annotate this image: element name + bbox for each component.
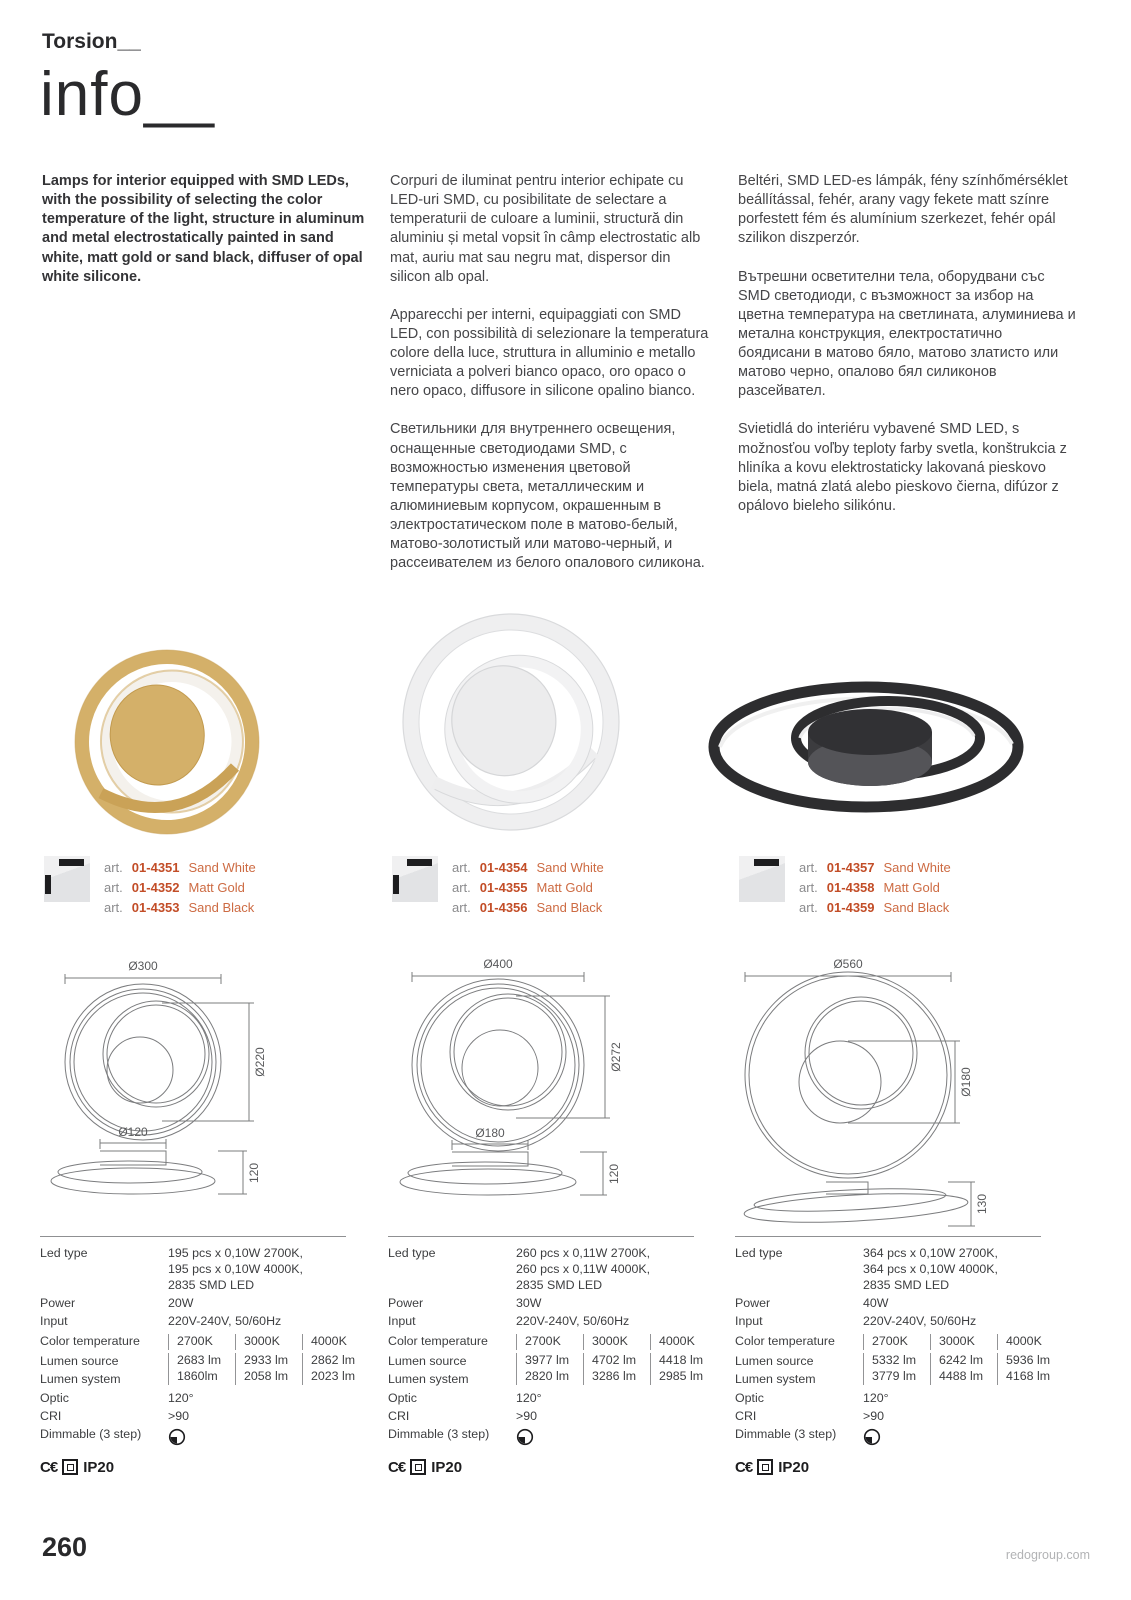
spec-label: Color temperature [735, 1334, 835, 1349]
ce-mark-icon: C€ [735, 1458, 753, 1476]
led-type-line: 2835 SMD LED [168, 1277, 255, 1292]
intro-column-1 [42, 172, 374, 306]
optic-value: 120° [863, 1391, 889, 1406]
finish-name: Sand White [883, 860, 951, 875]
color-temp: 2700K [168, 1334, 235, 1350]
art-label: art. [799, 880, 818, 895]
dim-canopy: Ø180 [475, 1126, 505, 1140]
spec-table-1 [40, 1236, 356, 1476]
variant-row [452, 858, 604, 878]
intro-hu: Beltéri, SMD LED-es lámpák, fény színhőmérséklet beállítással, fehér, arany vagy fekete matt színre porfestett fém és alumínium szerkezet, fehér opál szilikon diszperzór. [738, 173, 1068, 247]
dim-diameter: Ø560 [833, 957, 863, 971]
led-type-line: 260 pcs x 0,11W 4000K, [516, 1261, 651, 1276]
ip-rating: IP20 [778, 1458, 810, 1476]
variant-row [799, 898, 951, 918]
spec-label: Led type [40, 1246, 88, 1260]
art-label: art. [452, 860, 471, 875]
variant-row [799, 858, 951, 878]
finish-name: Matt Gold [883, 880, 940, 895]
class-2-insulation-icon [757, 1459, 773, 1475]
art-code: 01-4355 [479, 880, 528, 895]
lumen-source-label: Lumen source [40, 1354, 119, 1369]
product-photo-sand-black [698, 652, 1033, 842]
intro-sk: Svietidlá do interiéru vybavené SMD LED, s možnosťou voľby teploty farby svetla, konštrukcia z hliníka a kovu elektrostaticky lakovaná pieskovo biela, matná zlatá alebo pieskovo čierna, difúzor z opálovo bieleho silikónu. [738, 421, 1067, 514]
lumen-system: 3286 lm [592, 1369, 637, 1384]
ce-mark-icon: C€ [40, 1458, 58, 1476]
color-temp: 3000K [235, 1334, 302, 1350]
intro-column-2 [390, 172, 714, 592]
dimmable-icon [863, 1428, 881, 1451]
art-label: art. [104, 860, 123, 875]
spec-label: Power [388, 1295, 424, 1310]
lumen-cells [863, 1353, 1064, 1385]
art-code: 01-4359 [826, 900, 875, 915]
art-code: 01-4357 [826, 860, 875, 875]
power-value: 20W [168, 1295, 194, 1310]
page-number: 260 [42, 1532, 88, 1562]
spec-table-2 [388, 1236, 704, 1476]
lumen-source: 5332 lm [872, 1353, 917, 1368]
art-label: art. [104, 900, 123, 915]
lumen-system: 1860lm [177, 1369, 218, 1384]
finish-name: Matt Gold [188, 880, 245, 895]
intro-en: Lamps for interior equipped with SMD LEDs, with the possibility of selecting the color temperature of the light, structure in aluminum and metal electrostatically painted in sand white, matt gold or sand black, diffuser of opal white silicone. [42, 173, 365, 285]
art-code: 01-4354 [479, 860, 528, 875]
dim-canopy: Ø120 [118, 1125, 148, 1139]
spec-label: Dimmable (3 step) [40, 1426, 142, 1441]
lumen-system: 2985 lm [659, 1369, 704, 1384]
art-code: 01-4356 [479, 900, 528, 915]
dimension-drawing-1 [40, 950, 340, 1212]
lumen-cell [930, 1353, 997, 1385]
lumen-cell [516, 1353, 583, 1385]
spec-label: Led type [388, 1246, 436, 1260]
spec-label [40, 1353, 168, 1389]
spec-label: Power [735, 1295, 771, 1310]
dim-inner: Ø180 [959, 1067, 973, 1097]
ce-mark-icon: C€ [388, 1458, 406, 1476]
ceiling-mount-icon [739, 856, 785, 902]
cri-value: >90 [516, 1409, 538, 1424]
certifications [388, 1459, 694, 1476]
intro-ro: Corpuri de iluminat pentru interior echipate cu LED-uri SMD, cu posibilitate de selectare a temperaturii de culoare a luminii, structură din aluminiu și metal vopsit în câmp electrostatic alb mat, auriu mat sau negru mat, dispersor din silicon alb opal. [390, 173, 701, 285]
dimension-drawing-3 [728, 950, 1068, 1235]
page-title: info__ [40, 60, 215, 129]
lumen-system: 4488 lm [939, 1369, 984, 1384]
spec-label: Led type [735, 1246, 783, 1260]
dimension-drawing-2 [388, 950, 698, 1212]
dim-diameter: Ø300 [128, 959, 158, 973]
art-label: art. [104, 880, 123, 895]
lumen-cell [650, 1353, 717, 1385]
lumen-system-label: Lumen system [388, 1372, 469, 1387]
led-type-line: 260 pcs x 0,11W 2700K, [516, 1246, 651, 1260]
art-block-2 [392, 856, 604, 918]
spec-label: Optic [40, 1391, 69, 1406]
finish-name: Matt Gold [536, 880, 593, 895]
lumen-cells [516, 1353, 717, 1385]
lumen-source: 6242 lm [939, 1353, 984, 1368]
power-value: 30W [516, 1295, 542, 1310]
intro-column-3 [738, 172, 1078, 535]
led-type-line: 195 pcs x 0,10W 4000K, [168, 1261, 304, 1276]
dimmable-icon [516, 1428, 534, 1451]
dim-height: 130 [975, 1193, 989, 1215]
lumen-cells [168, 1353, 369, 1385]
optic-value: 120° [168, 1391, 194, 1406]
lumen-system-label: Lumen system [735, 1372, 816, 1387]
spec-label: Optic [735, 1391, 764, 1406]
spec-label: Input [735, 1313, 763, 1328]
art-label: art. [799, 860, 818, 875]
class-2-insulation-icon [410, 1459, 426, 1475]
lumen-cell [235, 1353, 302, 1385]
finish-name: Sand White [188, 860, 256, 875]
cri-value: >90 [863, 1409, 885, 1424]
finish-name: Sand Black [188, 900, 255, 915]
spec-label: Input [40, 1313, 68, 1328]
lumen-source: 2683 lm [177, 1353, 222, 1368]
led-type-line: 195 pcs x 0,10W 2700K, [168, 1246, 304, 1260]
art-label: art. [452, 880, 471, 895]
variant-row [452, 878, 604, 898]
intro-it: Apparecchi per interni, equipaggiati con SMD LED, con possibilità di selezionare la temperatura colore della luce, struttura in alluminio e metallo verniciata a polveri bianco opaco, oro opaco o nero opaco, diffusore in silicone opalino bianco. [390, 306, 709, 400]
certifications [40, 1459, 346, 1476]
finish-name: Sand Black [536, 900, 603, 915]
input-value: 220V-240V, 50/60Hz [168, 1313, 282, 1328]
color-temp-cells [168, 1334, 369, 1350]
family-title: Torsion__ [42, 30, 141, 53]
input-value: 220V-240V, 50/60Hz [863, 1313, 977, 1328]
spec-label: Input [388, 1313, 416, 1328]
art-code: 01-4351 [131, 860, 180, 875]
lumen-source: 5936 lm [1006, 1353, 1051, 1368]
lumen-source: 2862 lm [311, 1353, 356, 1368]
cri-value: >90 [168, 1409, 190, 1424]
lumen-system: 2058 lm [244, 1369, 289, 1384]
color-temp: 4000K [997, 1334, 1064, 1350]
lumen-source: 3977 lm [525, 1353, 570, 1368]
finish-name: Sand Black [883, 900, 950, 915]
dim-height: 120 [247, 1162, 261, 1184]
power-value: 40W [863, 1295, 889, 1310]
spec-label: Dimmable (3 step) [388, 1426, 490, 1441]
lumen-cell [302, 1353, 369, 1385]
lumen-cell [583, 1353, 650, 1385]
color-temp-cells [516, 1334, 717, 1350]
led-type-line: 364 pcs x 0,10W 2700K, [863, 1246, 999, 1260]
led-type-value [863, 1246, 998, 1294]
lumen-source-label: Lumen source [735, 1354, 814, 1369]
ceiling-wall-mount-icon [392, 856, 438, 902]
class-2-insulation-icon [62, 1459, 78, 1475]
variant-row [104, 878, 256, 898]
lumen-source: 2933 lm [244, 1353, 289, 1368]
lumen-source: 4418 lm [659, 1353, 704, 1368]
color-temp: 3000K [930, 1334, 997, 1350]
art-block-3 [739, 856, 951, 918]
art-code: 01-4358 [826, 880, 875, 895]
dim-inner: Ø272 [609, 1042, 623, 1072]
color-temp: 4000K [650, 1334, 717, 1350]
spec-label: CRI [735, 1409, 757, 1424]
lumen-source: 4702 lm [592, 1353, 637, 1368]
art-label: art. [452, 900, 471, 915]
spec-label [735, 1353, 863, 1389]
led-type-value [168, 1246, 303, 1294]
led-type-line: 2835 SMD LED [516, 1277, 603, 1292]
led-type-line: 364 pcs x 0,10W 4000K, [863, 1261, 999, 1276]
lumen-system: 2820 lm [525, 1369, 570, 1384]
variant-row [452, 898, 604, 918]
color-temp: 3000K [583, 1334, 650, 1350]
lumen-cell [168, 1353, 235, 1385]
spec-label: CRI [40, 1409, 62, 1424]
product-photo-matt-gold [62, 640, 277, 845]
lumen-system-label: Lumen system [40, 1372, 121, 1387]
spec-label: Power [40, 1295, 76, 1310]
intro-ru: Светильники для внутреннего освещения, оснащенные светодиодами SMD, с возможностью изменения цветовой температуры света, металлическим и алюминиевым корпусом, окрашенным в электростатическом поле в матово-белый, матово-золотистый или матово-черный, и рассеивателем из белого опалового силикона. [390, 421, 705, 572]
dim-inner: Ø220 [253, 1047, 267, 1077]
lumen-cell [997, 1353, 1064, 1385]
ip-rating: IP20 [83, 1458, 115, 1476]
intro-bg: Вътрешни осветителни тела, оборудвани със SMD светодиоди, с възможност за избор на цветна температура на светлината, алуминиева и метална конструкция, електростатично боядисани в матово бяло, матово златисто или матово черно, опалово бял силиконов разсейвател. [738, 268, 1076, 400]
color-temp: 4000K [302, 1334, 369, 1350]
lumen-source-label: Lumen source [388, 1354, 467, 1369]
variant-row [104, 898, 256, 918]
product-photo-sand-white [386, 602, 641, 847]
website-url: redogroup.com [1005, 1548, 1090, 1562]
lumen-system: 3779 lm [872, 1369, 917, 1384]
spec-label: Color temperature [388, 1334, 488, 1349]
spec-label: CRI [388, 1409, 410, 1424]
optic-value: 120° [516, 1391, 542, 1406]
spec-label: Optic [388, 1391, 417, 1406]
dimmable-icon [168, 1428, 186, 1451]
art-code: 01-4352 [131, 880, 180, 895]
spec-label: Color temperature [40, 1334, 140, 1349]
finish-name: Sand White [536, 860, 604, 875]
dim-height: 120 [607, 1163, 621, 1185]
spec-label [388, 1353, 516, 1389]
color-temp: 2700K [863, 1334, 930, 1350]
led-type-value [516, 1246, 650, 1294]
dim-diameter: Ø400 [483, 957, 513, 971]
art-block-1 [44, 856, 256, 918]
art-code: 01-4353 [131, 900, 180, 915]
color-temp-cells [863, 1334, 1064, 1350]
input-value: 220V-240V, 50/60Hz [516, 1313, 630, 1328]
lumen-cell [863, 1353, 930, 1385]
ceiling-wall-mount-icon [44, 856, 90, 902]
ip-rating: IP20 [431, 1458, 463, 1476]
variant-row [799, 878, 951, 898]
variant-row [104, 858, 256, 878]
spec-table-3 [735, 1236, 1051, 1476]
spec-label: Dimmable (3 step) [735, 1426, 837, 1441]
lumen-system: 4168 lm [1006, 1369, 1051, 1384]
led-type-line: 2835 SMD LED [863, 1277, 950, 1292]
certifications [735, 1459, 1041, 1476]
color-temp: 2700K [516, 1334, 583, 1350]
lumen-system: 2023 lm [311, 1369, 356, 1384]
art-label: art. [799, 900, 818, 915]
